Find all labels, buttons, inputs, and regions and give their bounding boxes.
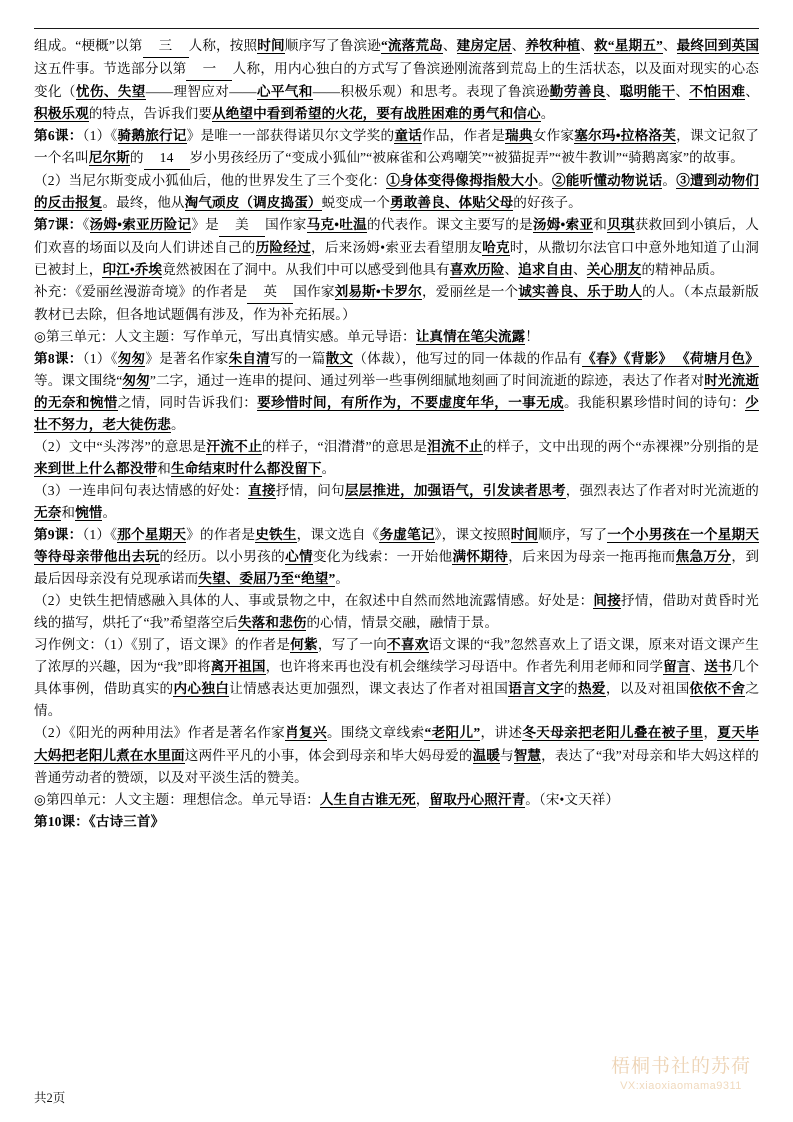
paragraph: [34, 524, 759, 590]
text-run: 竟然被困在了洞中。从我们中可以感受到他具有: [162, 262, 450, 278]
text-run: 时间: [510, 527, 539, 543]
paragraph: [34, 214, 759, 281]
text-run: 少壮不努力，老大徒伤悲: [34, 395, 759, 433]
text-run: 》，课文按照: [434, 527, 511, 543]
text-run: 美: [219, 214, 265, 237]
text-run: 。: [102, 505, 117, 521]
text-run: 生命结束时什么都没留下: [170, 461, 322, 477]
watermark: [611, 1051, 751, 1092]
text-run: 送书: [704, 659, 732, 675]
text-run: 之情。: [34, 681, 760, 719]
text-run: 顺序，写了: [538, 527, 608, 543]
text-run: 失望、委屈乃至“绝望”: [198, 571, 336, 587]
paragraph: [34, 722, 759, 788]
text-run: （2）《阳光的两种用法》作者是著名作家: [34, 725, 286, 741]
text-run: 》是著名作家: [145, 351, 229, 367]
text-run: 热爱: [577, 681, 606, 697]
text-run: （2）当尼尔斯变成小狐仙后，他的世界发生了三个变化：: [34, 173, 387, 189]
text-run: ◎第四单元：人文主题：理想信念。单元导语：: [34, 791, 320, 807]
text-run: 关心朋友: [586, 262, 642, 278]
text-run: ，写了一向: [317, 637, 388, 653]
text-run: “老阳儿”: [424, 725, 481, 741]
text-run: 历险经过: [255, 240, 311, 256]
text-run: 失落和悲伤: [237, 615, 307, 631]
text-run: （1）《: [82, 351, 118, 367]
text-run: 第9课：: [34, 527, 83, 543]
text-run: 》的作者是: [186, 527, 256, 543]
document-body: [34, 35, 759, 833]
text-run: ，课文记叙了一个名叫: [34, 128, 759, 166]
text-run: 》: [150, 813, 165, 829]
text-run: 离开祖国: [210, 659, 266, 675]
text-run: 《: [88, 813, 96, 829]
text-run: 忧伤、失望: [75, 84, 146, 100]
watermark-sub: VX:xiaoxiaomama9311: [620, 1080, 742, 1092]
text-run: 国作家: [265, 217, 307, 233]
text-run: 勇敢善良、体贴父母: [390, 195, 514, 211]
text-run: 、: [662, 38, 677, 53]
text-run: 朱自清: [228, 351, 271, 367]
text-run: 来到世上什么都没带: [34, 461, 158, 477]
text-run: 肖复兴: [285, 725, 327, 741]
text-run: 夏天毕大妈把老阳儿煮在水里面: [34, 725, 759, 763]
paragraph: [34, 348, 759, 436]
text-run: 喜欢历险: [449, 262, 505, 278]
text-run: 的好孩子。: [513, 195, 582, 211]
text-run: 和: [593, 217, 608, 233]
text-run: 间接: [593, 593, 622, 609]
text-run: 要珍惜时间，有所作为，不要虚度年华，一事无成: [257, 395, 564, 411]
text-run: 人称，按照: [188, 38, 258, 53]
text-run: ③遭到动物们的反击报复: [34, 173, 759, 211]
text-run: 获救回到小镇: [634, 217, 718, 233]
text-run: 这五件事。节选部分以第: [34, 61, 187, 77]
text-run: 》是唯一一部获得诺贝尔文学奖的: [186, 128, 395, 144]
text-run: 的心情，情景交融，融情于景。: [306, 615, 499, 631]
text-run: 温暖: [472, 747, 500, 763]
text-run: 、: [511, 38, 526, 53]
text-run: 、: [605, 84, 620, 100]
text-run: 印江•乔埃: [102, 262, 163, 278]
text-run: 一个小男孩在一个星期天等待母亲带他出去玩: [34, 527, 760, 565]
text-run: 。: [540, 106, 555, 122]
text-run: 的: [129, 150, 144, 166]
text-run: ！: [525, 329, 539, 345]
text-run: 瑞典: [505, 128, 533, 144]
paragraph: [34, 590, 759, 634]
text-run: ◎第三单元：人文主题：写作单元，写出真情实感。单元导语：: [34, 329, 416, 345]
text-run: ，: [703, 725, 718, 741]
text-run: 与: [500, 747, 514, 763]
text-run: 、: [690, 659, 705, 675]
text-run: 和: [157, 461, 171, 477]
text-run: 塞尔玛•拉格洛芙: [574, 128, 677, 144]
text-run: 。最终，他从: [102, 195, 185, 211]
text-run: 聪明能干: [619, 84, 676, 100]
text-run: 第10课：: [34, 813, 89, 829]
text-run: 作品，作者是: [422, 128, 506, 144]
text-run: 、: [745, 84, 760, 100]
text-run: 救“星期五”: [594, 38, 663, 53]
paragraph: [34, 634, 759, 722]
text-run: 补充：《爱丽丝漫游奇境》的作者是: [34, 284, 248, 300]
text-run: 焦急万分: [675, 549, 732, 565]
text-run: 、: [675, 84, 690, 100]
paragraph: [34, 170, 759, 214]
text-run: 几个具体事例，借助真实的: [34, 659, 760, 697]
text-run: 的经历。以小男孩的: [159, 549, 286, 565]
text-run: 。: [335, 571, 350, 587]
text-run: 汤姆•索亚: [532, 217, 594, 233]
text-run: 。（宋•文天祥）: [525, 791, 620, 807]
text-run: 惋惜: [75, 505, 103, 521]
text-run: 的人。（本点最新版教材已去除，但各地试题偶有涉及，作为补充拓展。）: [34, 284, 759, 323]
text-run: 让真情在笔尖流露: [415, 329, 526, 345]
text-run: 变化为线索：一开始他: [312, 549, 453, 565]
text-run: 何紫: [290, 637, 318, 653]
text-run: 。我能积累珍惜时间的诗句：: [563, 395, 746, 411]
text-run: 、: [580, 38, 595, 53]
text-run: 散文: [325, 351, 354, 367]
text-run: 直接: [248, 483, 276, 499]
text-run: 积极乐观: [34, 106, 89, 122]
text-run: 抒情，问句: [275, 483, 345, 499]
text-run: 史铁生: [255, 527, 297, 543]
text-run: 。: [321, 461, 336, 477]
text-run: 马克•吐温: [306, 217, 367, 233]
text-run: ②能听懂动物说话: [551, 173, 663, 189]
text-run: 汤姆•索亚历险记: [89, 217, 192, 233]
paragraph: [34, 281, 759, 326]
text-run: 时光流逝的无奈和惋惜: [34, 373, 760, 411]
text-run: 顺序写了鲁滨逊: [284, 38, 381, 53]
text-run: 等。课文围绕“: [34, 373, 123, 389]
text-run: ，到最后因母亲没有兑现承诺而: [34, 549, 760, 587]
text-run: 英: [247, 281, 293, 304]
text-run: 岁小男孩经历了“变成小狐仙”“被麻雀和公鸡嘲笑”“被猫捉弄”“被牛教训”“骑鹅离家”的故事。: [189, 150, 744, 166]
text-run: 刘易斯•卡罗尔: [334, 284, 423, 300]
text-run: 诚实善良、乐于助人: [518, 284, 643, 300]
text-run: 淘气顽皮（调皮捣蛋）: [184, 195, 322, 211]
paragraph: [34, 436, 759, 480]
text-run: 和: [61, 505, 76, 521]
text-run: 层层推进，加强语气，引发读者思考: [344, 483, 566, 499]
text-run: ，强烈表达了作者对时光流逝的: [565, 483, 759, 499]
text-run: 三: [143, 35, 189, 58]
text-run: 留言: [663, 659, 691, 675]
text-run: 、: [572, 262, 587, 278]
paragraph: [34, 811, 759, 833]
text-run: 、: [442, 38, 457, 53]
text-run: 的样子，文中出现的两个“赤裸裸”分别指的是: [482, 439, 759, 455]
text-run: 童话: [394, 128, 422, 144]
text-run: 的特点，告诉我们要: [88, 106, 213, 122]
text-run: 的样子，“泪潸潸”的意思是: [261, 439, 428, 455]
text-run: 古诗三首: [95, 813, 151, 829]
text-run: （2）史铁生把情感融入具体的人、事或景物之中，在叙述中自然而然地流露情感。好处是：: [34, 593, 594, 609]
text-run: 人称，用内心独白的方式写了鲁滨逊刚流落到荒岛上的生活状态，以及面对现实的心态变化（: [34, 61, 760, 100]
text-run: 尼尔斯: [88, 150, 130, 166]
text-run: 写的一篇: [270, 351, 326, 367]
text-run: 依依不舍: [689, 681, 746, 697]
text-run: ①身体变得像拇指般大小: [386, 173, 539, 189]
text-run: 时间: [257, 38, 285, 53]
text-run: 》是: [191, 217, 219, 233]
text-run: 女作家: [532, 128, 575, 144]
text-run: 留取丹心照汗青: [429, 791, 526, 807]
text-run: 的: [564, 681, 578, 697]
text-run: 《春》《背影》 《荷塘月色》: [582, 351, 759, 367]
text-run: 让情感表达更加强烈，课文表达了作者对祖国: [229, 681, 509, 697]
text-run: 的精神品质。: [641, 262, 724, 278]
paragraph: [34, 789, 759, 811]
text-run: 从绝望中看到希望的火花，要有战胜困难的勇气和信心: [212, 106, 541, 122]
text-run: 。: [170, 417, 185, 433]
text-run: （1）《: [82, 128, 118, 144]
text-run: 14: [144, 147, 190, 170]
text-run: ——积极乐观）和思考。表现了鲁滨逊: [312, 84, 550, 100]
text-run: ，后来因为母亲一拖再拖而: [508, 549, 676, 565]
text-run: 蜕变成一个: [321, 195, 391, 211]
text-run: 第8课：: [34, 351, 83, 367]
text-run: 第7课：: [34, 217, 83, 233]
text-run: 冬天母亲把老阳儿叠在被子里: [522, 725, 704, 741]
text-run: 组成。“梗概”以第: [34, 38, 143, 53]
text-run: 心平气和: [256, 84, 313, 100]
text-run: 智慧: [513, 747, 542, 763]
text-run: 之情，同时告诉我们：: [117, 395, 258, 411]
text-run: 这两件平凡的小事，体会到母亲和毕大妈母爱的: [184, 747, 473, 763]
text-run: 、: [504, 262, 519, 278]
text-run: ”二字，通过一连串的提问、通过列举一些事例细腻地刻画了时间流逝的踪迹，表达了作者对: [149, 373, 705, 389]
text-run: （3）一连串问句表达情感的好处：: [34, 483, 249, 499]
text-run: 养牧种植: [525, 38, 581, 53]
text-run: 。: [662, 173, 677, 189]
text-run: 无奈: [34, 505, 62, 521]
paragraph: [34, 35, 759, 125]
text-run: 。围绕文章线索: [326, 725, 425, 741]
text-run: ，后来汤姆•索亚去看望朋友: [310, 240, 483, 256]
text-run: 习作例文：（1）《别了，语文课》的作者是: [34, 637, 291, 653]
text-run: 抒情，借助对黄昏时光线的描写，烘托了“我”希望落空后: [34, 593, 759, 631]
text-run: 语文课的“我”忽然喜欢上了语文课，原来对语文课产生了浓厚的兴趣，因为“我”即将: [34, 637, 760, 675]
text-run: “流落荒岛: [380, 38, 443, 53]
text-run: 时，从撒切尔法官口中意外地知道了山洞已被封上，: [34, 240, 760, 278]
text-run: 的代表作。课文主要写的是: [366, 217, 533, 233]
text-run: ，也许将来再也没有机会继续学习母语中。作者先利用老师和同学: [265, 659, 664, 675]
text-run: ，讲述: [480, 725, 523, 741]
text-run: ——理智应对——: [145, 84, 257, 100]
text-run: ，以及对祖国: [605, 681, 690, 697]
page-footer: 共2页: [34, 1091, 66, 1105]
text-run: 匆匆: [122, 373, 150, 389]
text-run: 务虚笔记: [379, 527, 435, 543]
text-run: 匆匆: [117, 351, 146, 367]
text-run: （体裁），他写过的同一体裁的作品有: [353, 351, 583, 367]
text-run: 汗流不止: [206, 439, 262, 455]
paragraph: [34, 326, 759, 348]
text-run: 后，人们欢喜的场面以及向人们讲述自己的: [34, 217, 759, 256]
paragraph: [34, 480, 759, 524]
text-run: 心情: [285, 549, 313, 565]
text-run: 内心独白: [173, 681, 230, 697]
text-run: 一: [186, 58, 232, 81]
text-run: 贝琪: [607, 217, 635, 233]
text-run: 勤劳善良: [549, 84, 606, 100]
text-run: 骑鹅旅行记: [117, 128, 187, 144]
text-run: 那个星期天: [117, 527, 187, 543]
text-run: 哈克: [482, 240, 510, 256]
text-run: （1）《: [82, 527, 118, 543]
paragraph: [34, 125, 759, 170]
text-run: 语言文字: [508, 681, 564, 697]
text-run: 《: [82, 217, 90, 233]
text-run: 泪流不止: [427, 439, 483, 455]
text-run: 建房定居: [456, 38, 512, 53]
text-run: 不怕困难: [689, 84, 746, 100]
text-run: （2）文中“头涔涔”的意思是: [34, 439, 207, 455]
text-run: ，表达了“我”对母亲和毕大妈这样的普通劳动者的赞颂，以及对平淡生活的赞美。: [34, 747, 759, 785]
text-run: 。: [538, 173, 552, 189]
text-run: 国作家: [293, 284, 335, 300]
text-run: ，: [415, 791, 430, 807]
text-run: ，课文选自《: [296, 527, 380, 543]
text-run: 最终回到英国: [676, 38, 760, 53]
text-run: 不喜欢: [387, 637, 429, 653]
watermark-main: 梧桐书社的苏荷: [610, 1056, 751, 1077]
text-run: 第6课：: [34, 128, 83, 144]
top-rule: [34, 28, 759, 29]
text-run: 人生自古谁无死: [319, 791, 416, 807]
text-run: 满怀期待: [452, 549, 509, 565]
text-run: 追求自由: [518, 262, 573, 278]
text-run: ，爱丽丝是一个: [422, 284, 519, 300]
